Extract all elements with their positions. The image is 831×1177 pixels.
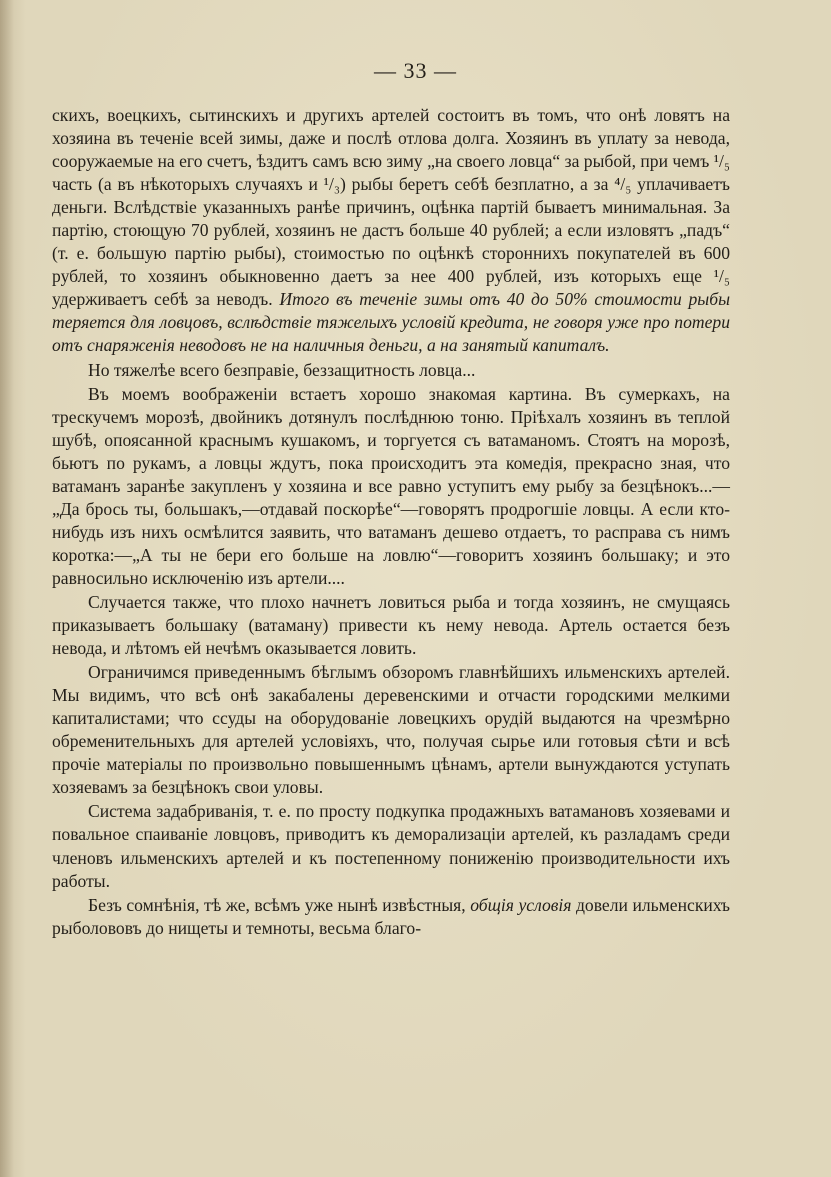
paragraph-1-italic: Итого въ теченіе зимы отъ 40 до 50% стоимости рыбы теряется для ловцовъ, вслѣдствіе тяжелыхъ условій кредита, не говоря уже про потери отъ снаряженія неводовъ не на наличныя деньги, а на занятый капиталъ. [52, 289, 730, 356]
paragraph-4-text: Случается также, что плохо начнетъ ловиться рыба и тогда хозяинъ, не смущаясь приказываетъ большаку (ватаману) привести къ нему невода. Артель остается безъ невода, и лѣтомъ ей нечѣмъ оказывается ловить. [52, 591, 730, 659]
binding-shadow [0, 0, 14, 1177]
paragraph-7-after: довели ильменскихъ рыболововъ до нищеты и темноты, весьма благо- [52, 894, 731, 938]
paragraph-7 [52, 894, 730, 940]
paragraph-2 [52, 359, 730, 382]
paragraph-2-text: Но тяжелѣе всего безправіе, беззащитность ловца... [88, 359, 476, 380]
body-text [52, 104, 730, 940]
paragraph-6-text: Система задабриванія, т. е. по просту подкупка продажныхъ ватамановъ хозяевами и повальное спаиваніе ловцовъ, приводитъ къ деморализаціи артелей, къ разладамъ среди членовъ ильменскихъ артелей и къ постепенному пониженію производительности ихъ работы. [52, 801, 730, 891]
page-number: — 33 — [374, 58, 457, 83]
paragraph-7-italic: общія условія [470, 894, 572, 915]
paragraph-4 [52, 591, 730, 660]
paragraph-1 [52, 104, 730, 358]
paragraph-6 [52, 800, 730, 892]
paragraph-5 [52, 661, 730, 799]
paragraph-3-text: Въ моемъ воображеніи встаетъ хорошо знакомая картина. Въ сумеркахъ, на трескучемъ морозѣ, двойникъ дотянулъ послѣднюю тоню. Пріѣхалъ хозяинъ въ теплой шубѣ, опоясанной краснымъ кушакомъ, и торгуется съ ватаманомъ. Стоятъ на морозѣ, бьютъ по рукамъ, а ловцы ждутъ, пока происходитъ эта комедія, прекрасно зная, что ватаманъ заранѣе закупленъ у хозяина и все равно уступитъ ему рыбу за безцѣнокъ...— „Да брось ты, большакъ,—отдавай поскорѣе“—говорятъ продрогшіе ловцы. А если кто-нибудь изъ нихъ осмѣлится заявить, что ватаманъ дешево отдаетъ, то расправа съ нимъ коротка:—„А ты не бери его больше на ловлю“—говоритъ хозяинъ большаку; и это равносильно исключенію изъ артели.... [52, 383, 730, 588]
paragraph-5-text: Ограничимся приведеннымъ бѣглымъ обзоромъ главнѣйшихъ ильменскихъ артелей. Мы видимъ, что всѣ онѣ закабалены деревенскими и отчасти городскими мелкими капиталистами; что ссуды на оборудованіе ловецкихъ орудій выдаются на чрезмѣрно обременительныхъ для артелей условіяхъ, что, получая сырье или готовыя сѣти и всѣ прочіе матеріалы по произвольно повышеннымъ цѣнамъ, артели вынуждаются уступать хозяевамъ за безцѣнокъ свои уловы. [52, 662, 730, 798]
paragraph-7-text: Безъ сомнѣнія, тѣ же, всѣмъ уже нынѣ извѣстныя, [88, 894, 466, 915]
paragraph-1-text: скихъ, воецкихъ, сытинскихъ и другихъ артелей состоитъ въ томъ, что онѣ ловятъ на хозяина въ теченіе всей зимы, даже и послѣ отлова долга. Хозяинъ въ уплату за невода, сооружаемые на его счетъ, ѣздитъ самъ всю зиму „на своего ловца“ за рыбой, при чемъ ¹/₅ часть (а въ нѣкоторыхъ случаяхъ и ¹/₃) рыбы беретъ себѣ безплатно, а за ⁴/₅ уплачиваетъ деньги. Вслѣдствіе указанныхъ ранѣе причинъ, оцѣнка партій бываетъ минимальная. За партію, стоющую 70 рублей, хозяинъ не дастъ больше 40 рублей; а если изловятъ „падъ“ (т. е. большую партію рыбы), стоимостью по оцѣнкѣ стороннихъ покупателей въ 600 рублей, то хозяинъ обыкновенно даетъ за нее 400 рублей, изъ которыхъ еще ¹/₅ удерживаетъ себѣ за неводъ. [52, 105, 730, 310]
paragraph-3 [52, 383, 730, 590]
